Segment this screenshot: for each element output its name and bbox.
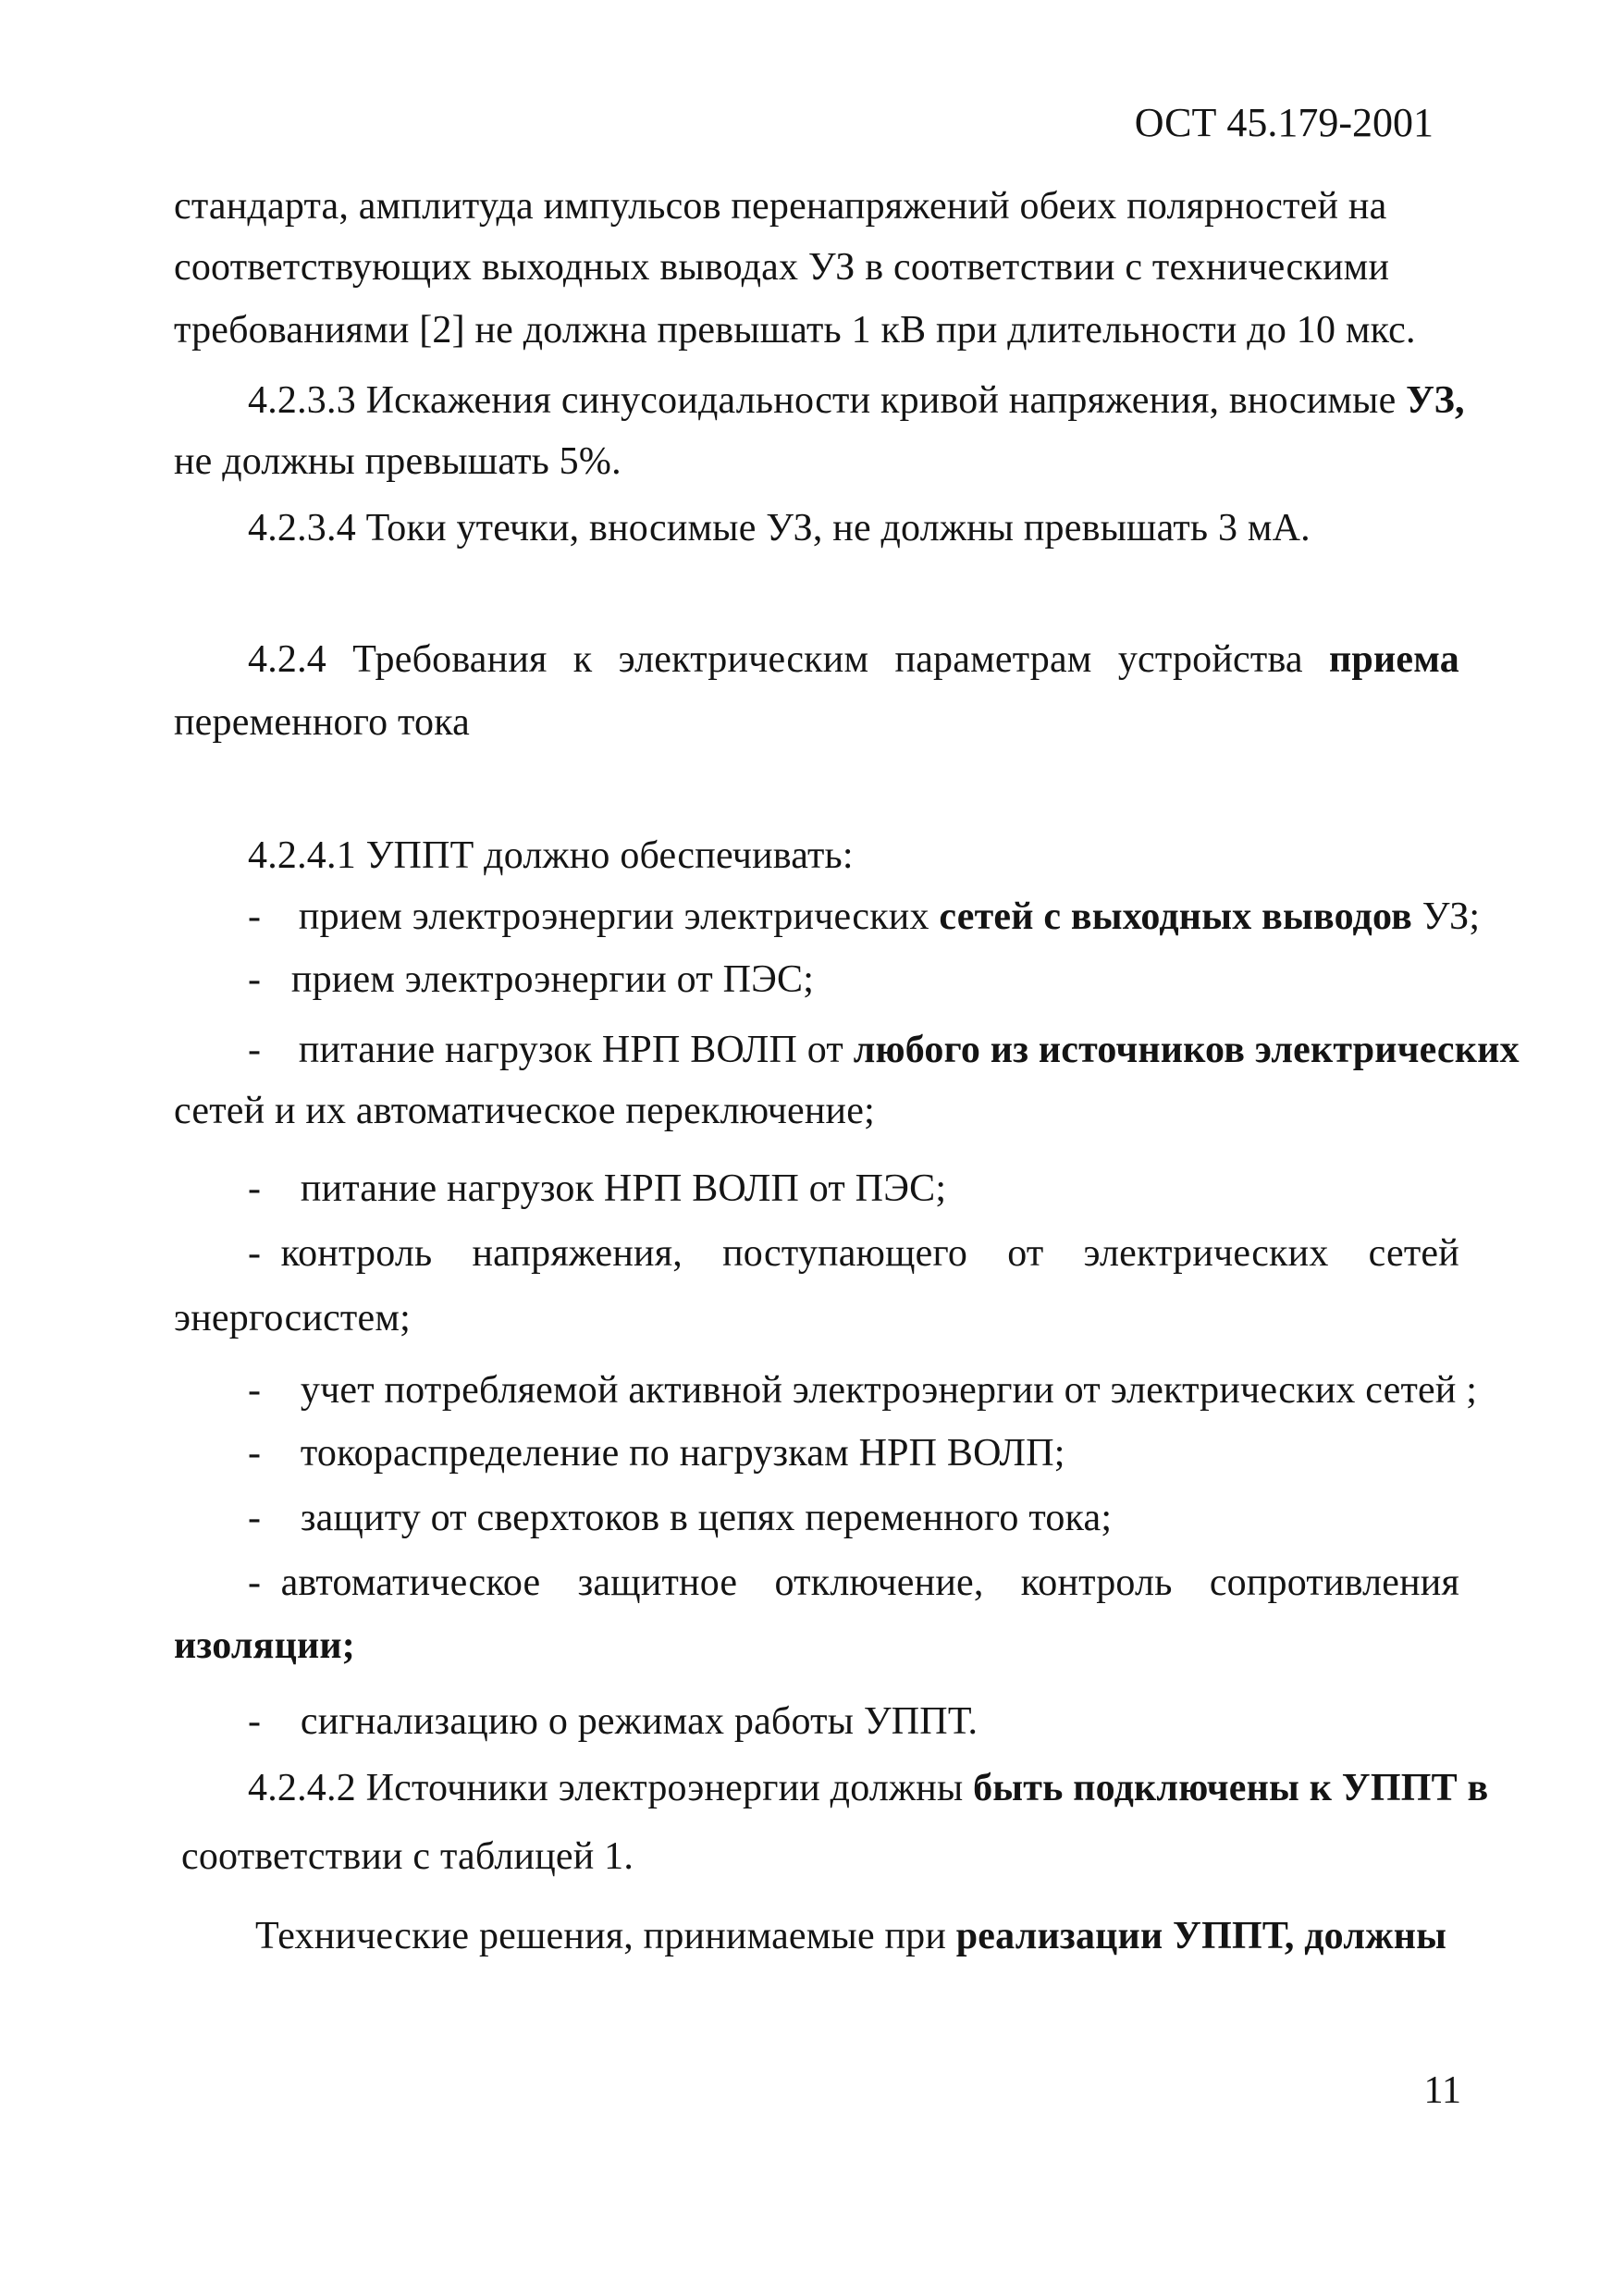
list-item [248,1560,1459,1606]
word: 4.2.4 [248,638,326,681]
word [248,1230,432,1277]
list-item [248,1367,1477,1413]
word: сопротивления [1209,1562,1459,1604]
text-span: питание нагрузок НРП ВОЛП от [298,1029,854,1071]
word: приема [1329,638,1459,681]
list-item [248,1495,1112,1541]
word: устройства [1117,638,1303,681]
word: от [1007,1232,1044,1275]
word: к [572,638,593,681]
text-line: стандарта, амплитуда импульсов перенапряжений обеих полярностей на [174,185,1387,228]
list-dash: - [248,1562,262,1604]
text-span-bold: УЗ, [1406,379,1465,422]
list-item [248,1027,1520,1073]
word: электрических [1083,1232,1329,1275]
document-code: ОСТ 45.179-2001 [1134,100,1434,145]
paragraph-4-2-4-2 [248,1765,1488,1811]
word: контроль [280,1232,433,1275]
word: напряжения, [472,1232,683,1275]
text-span-bold: быть подключены к УППТ в [973,1767,1489,1809]
list-item [248,1698,978,1745]
list-dash: - [248,895,262,938]
word: защитное [577,1562,738,1604]
list-item [248,1166,946,1212]
paragraph-4-2-3-3 [248,377,1465,424]
word: параметрам [894,638,1092,681]
list-dash: - [248,1497,262,1539]
text-line: не должны превышать 5%. [174,440,622,483]
text-span: защиту от сверхтоков в цепях переменного тока; [300,1497,1113,1539]
list-dash: - [248,1432,262,1475]
text-span: УЗ; [1412,895,1481,938]
text-span: учет потребляемой активной электроэнергии от электрических сетей ; [300,1369,1478,1412]
paragraph-4-2-4-1: 4.2.4.1 УППТ должно обеспечивать: [248,834,854,877]
text-span: сигнализацию о режимах работы УППТ. [300,1700,978,1743]
list-dash: - [248,1167,262,1210]
text-span: прием электроэнергии электрических [298,895,940,938]
text-line: требованиями [2] не должна превышать 1 кВ при длительности до 10 мкс. [174,309,1416,352]
text-line: соответствии с таблицей 1. [181,1835,634,1878]
list-dash: - [248,1029,262,1071]
word: контроль [1020,1562,1173,1604]
text-line: сетей и их автоматическое переключение; [174,1090,875,1132]
text-span-bold: сетей с выходных выводов [939,895,1413,938]
paragraph-4-2-3-4: 4.2.3.4 Токи утечки, вносимые УЗ, не должны превышать 3 мА. [248,507,1311,549]
text-span: питание нагрузок НРП ВОЛП от ПЭС; [300,1167,947,1210]
word: автоматическое [280,1562,541,1604]
list-item [248,957,814,1003]
text-span-bold: реализации УППТ, должны [955,1915,1447,1957]
list-dash: - [248,958,262,1001]
word [248,1560,540,1606]
word: сетей [1368,1232,1459,1275]
word: поступающего [722,1232,968,1275]
list-dash: - [248,1369,262,1412]
word: отключение, [774,1562,984,1604]
text-line: переменного тока [174,701,471,744]
word: электрическим [618,638,869,681]
list-dash: - [248,1232,262,1275]
text-line: изоляции; [174,1624,355,1667]
text-span: Технические решения, принимаемые при [255,1915,956,1957]
list-dash: - [248,1700,262,1743]
text-span: токораспределение по нагрузкам НРП ВОЛП; [300,1432,1065,1475]
text-line: энергосистем; [174,1297,411,1339]
word: Требования [352,638,548,681]
text-line: соответствующих выходных выводах УЗ в соответствии с техническими [174,246,1390,289]
text-span: прием электроэнергии от ПЭС; [290,958,815,1001]
list-item [248,1430,1065,1476]
page-number: 11 [1423,2069,1461,2112]
text-span: 4.2.4.2 Источники электроэнергии должны [248,1767,974,1809]
list-item [248,894,1480,940]
list-item [248,1230,1459,1277]
text-span-bold: любого из источников электрических [853,1029,1520,1071]
text-span: 4.2.3.3 Искажения синусоидальности кривой напряжения, вносимые [248,379,1407,422]
paragraph-technical-solutions [255,1913,1446,1959]
section-4-2-4-heading [248,636,1459,683]
